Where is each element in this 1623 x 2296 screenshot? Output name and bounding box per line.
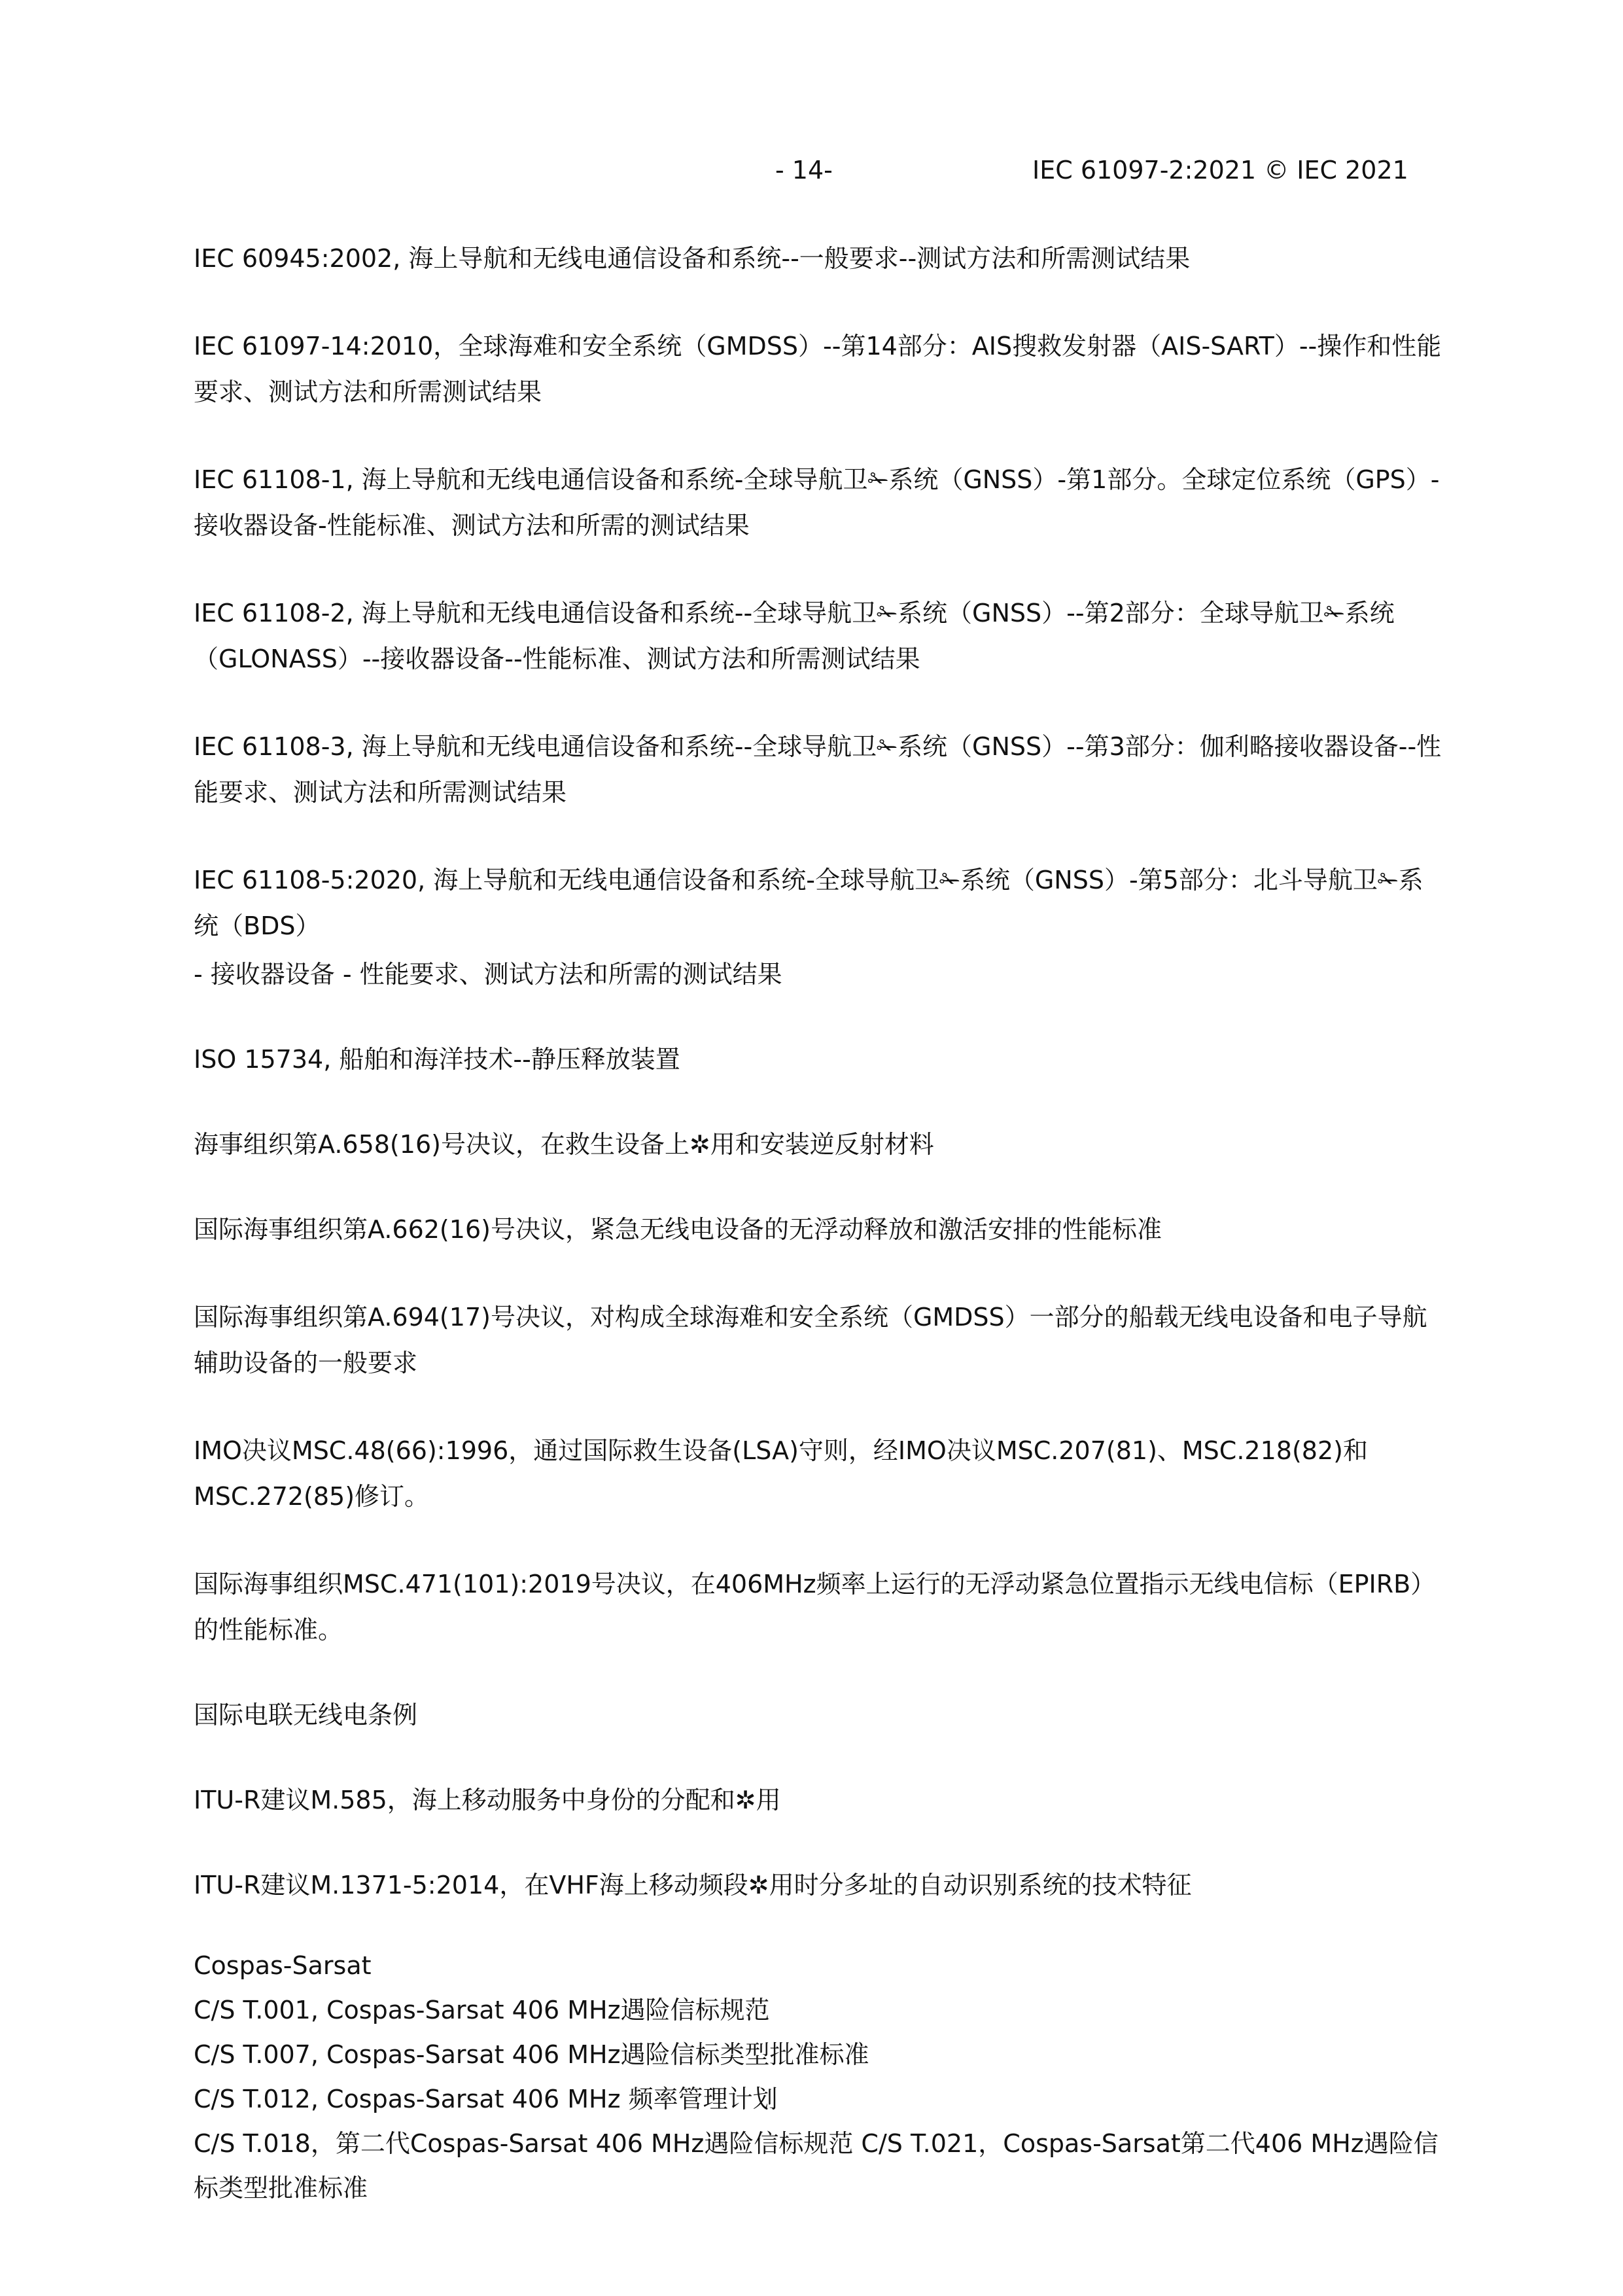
- reference-cs-t012: C/S T.012, Cospas-Sarsat 406 MHz 频率管理计划: [194, 2085, 778, 2113]
- document-id: IEC 61097-2:2021 © IEC 2021: [1032, 156, 1408, 185]
- cospas-sarsat-heading: Cospas-Sarsat: [194, 1951, 372, 1980]
- page-number: - 14-: [775, 156, 833, 185]
- reference-imo-msc471: 国际海事组织MSC.471(101):2019号决议，在406MHz频率上运行的无浮动紧急位置指示无线电信标（EPIRB）的性能标准。: [194, 1570, 1436, 1644]
- reference-imo-a694: 国际海事组织第A.694(17)号决议，对构成全球海难和安全系统（GMDSS）一部分的船载无线电设备和电子导航辅助设备的一般要求: [194, 1303, 1427, 1377]
- reference-iec-61108-5-continuation: - 接收器设备 - 性能要求、测试方法和所需的测试结果: [194, 960, 782, 989]
- reference-list: [194, 236, 1443, 2210]
- reference-cs-t007: C/S T.007, Cospas-Sarsat 406 MHz遇险信标类型批准标准: [194, 2040, 869, 2069]
- page-header: [0, 156, 1623, 195]
- reference-iec-61108-3: IEC 61108-3, 海上导航和无线电通信设备和系统--全球导航卫✁系统（GNSS）--第3部分：伽利略接收器设备--性能要求、测试方法和所需测试结果: [194, 732, 1442, 807]
- reference-iec-61108-5: IEC 61108-5:2020, 海上导航和无线电通信设备和系统-全球导航卫✁系统（GNSS）-第5部分：北斗导航卫✁系统（BDS）: [194, 866, 1423, 940]
- reference-iec-61108-2: IEC 61108-2, 海上导航和无线电通信设备和系统--全球导航卫✁系统（GNSS）--第2部分：全球导航卫✁系统（GLONASS）--接收器设备--性能标准、测试方法和所需测试结果: [194, 599, 1395, 673]
- reference-itu-r-m585: ITU-R建议M.585，海上移动服务中身份的分配和✲用: [194, 1786, 781, 1814]
- reference-itu-radio-regulations: 国际电联无线电条例: [194, 1701, 418, 1729]
- reference-imo-a658: 海事组织第A.658(16)号决议，在救生设备上✲用和安装逆反射材料: [194, 1130, 934, 1159]
- reference-imo-a662: 国际海事组织第A.662(16)号决议，紧急无线电设备的无浮动释放和激活安排的性能标准: [194, 1215, 1162, 1244]
- reference-itu-r-m1371: ITU-R建议M.1371-5:2014，在VHF海上移动频段✲用时分多址的自动识别系统的技术特征: [194, 1871, 1192, 1899]
- reference-iec-60945: IEC 60945:2002, 海上导航和无线电通信设备和系统--一般要求--测试方法和所需测试结果: [194, 244, 1191, 273]
- cospas-sarsat-block: [194, 1943, 1443, 2210]
- reference-cs-t018-t021: C/S T.018，第二代Cospas-Sarsat 406 MHz遇险信标规范 C/S T.021，Cospas-Sarsat第二代406 MHz遇险信标类型批准标准: [194, 2129, 1439, 2202]
- reference-iec-61097-14: IEC 61097-14:2010，全球海难和安全系统（GMDSS）--第14部分：AIS搜救发射器（AIS-SART）--操作和性能要求、测试方法和所需测试结果: [194, 332, 1442, 406]
- reference-imo-msc48: IMO决议MSC.48(66):1996，通过国际救生设备(LSA)守则，经IMO决议MSC.207(81)、MSC.218(82)和MSC.272(85)修订。: [194, 1436, 1368, 1511]
- reference-cs-t001: C/S T.001, Cospas-Sarsat 406 MHz遇险信标规范: [194, 1996, 770, 2024]
- reference-iso-15734: ISO 15734, 船舶和海洋技术--静压释放装置: [194, 1045, 680, 1074]
- reference-iec-61108-1: IEC 61108-1, 海上导航和无线电通信设备和系统-全球导航卫✁系统（GNSS）-第1部分。全球定位系统（GPS）-接收器设备-性能标准、测试方法和所需的测试结果: [194, 465, 1440, 540]
